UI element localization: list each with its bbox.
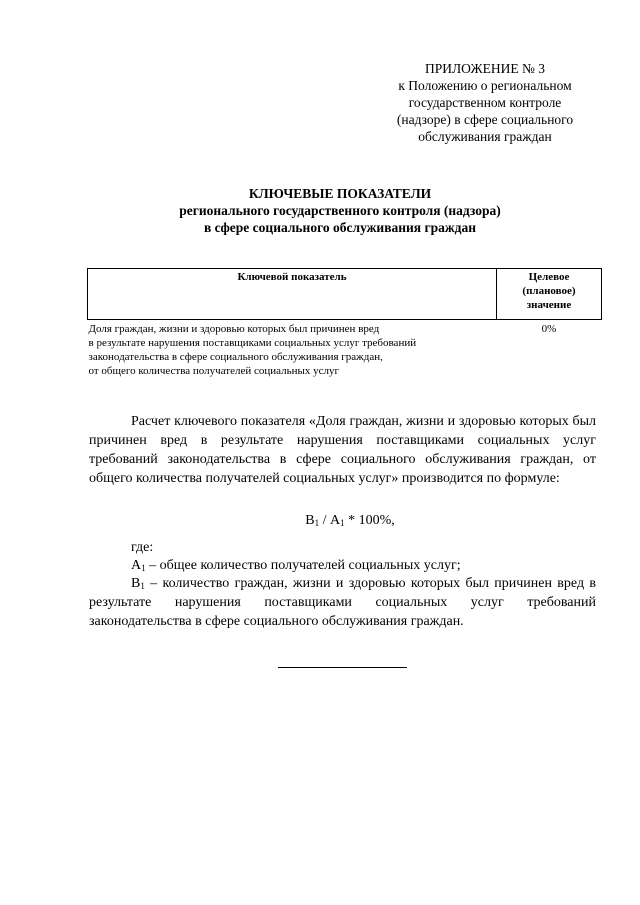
table-header-row (88, 269, 602, 320)
appendix-number: ПРИЛОЖЕНИЕ № 3 (424, 61, 546, 76)
title-line: в сфере социального обслуживания граждан (203, 220, 477, 235)
definition-a1: $А_1$ – общее количество получателей социальных услуг; (131, 558, 461, 573)
appendix-line: (надзоре) в сфере социального (396, 112, 574, 127)
kpi-table (87, 268, 602, 378)
appendix-line: обслуживания граждан (418, 129, 552, 144)
appendix-line: к Положению о региональном (398, 78, 572, 93)
appendix-line: государственном контроле (408, 95, 562, 110)
title-line: регионального государственного контроля (надзора) (179, 203, 501, 218)
formula: $В_1 / А_1 * 100\%$, (305, 513, 395, 528)
column-header-target: Целевое (плановое) значение (497, 269, 602, 320)
end-divider (278, 667, 407, 668)
where-label: где: (131, 540, 154, 555)
calculation-paragraph: Расчет ключевого показателя «Доля граждан, жизни и здоровью которых был причинен вред в результате нарушения поставщиками социальных услуг требований законодательства в сфере социального обслуживания граждан, от общего количества получателей социальных услуг» производится по формуле: (89, 414, 596, 486)
document-title (60, 185, 620, 236)
appendix-block (370, 60, 600, 145)
column-header-indicator: Ключевой показатель (88, 269, 497, 320)
definition-b1: $В_1$ – количество граждан, жизни и здоровью которых был причинен вред в результате нарушения поставщиками социальных услуг требований законодательства в сфере социального обслуживания граждан. (89, 576, 596, 629)
indicator-cell: Доля граждан, жизни и здоровью которых был причинен вред в результате нарушения поставщиками социальных услуг требований законодательства в сфере социального обслуживания граждан, от общего количества получателей социальных услуг (88, 323, 417, 377)
target-value-cell: 0% (541, 323, 557, 335)
title-line: КЛЮЧЕВЫЕ ПОКАЗАТЕЛИ (248, 186, 432, 201)
table-row (88, 320, 602, 379)
